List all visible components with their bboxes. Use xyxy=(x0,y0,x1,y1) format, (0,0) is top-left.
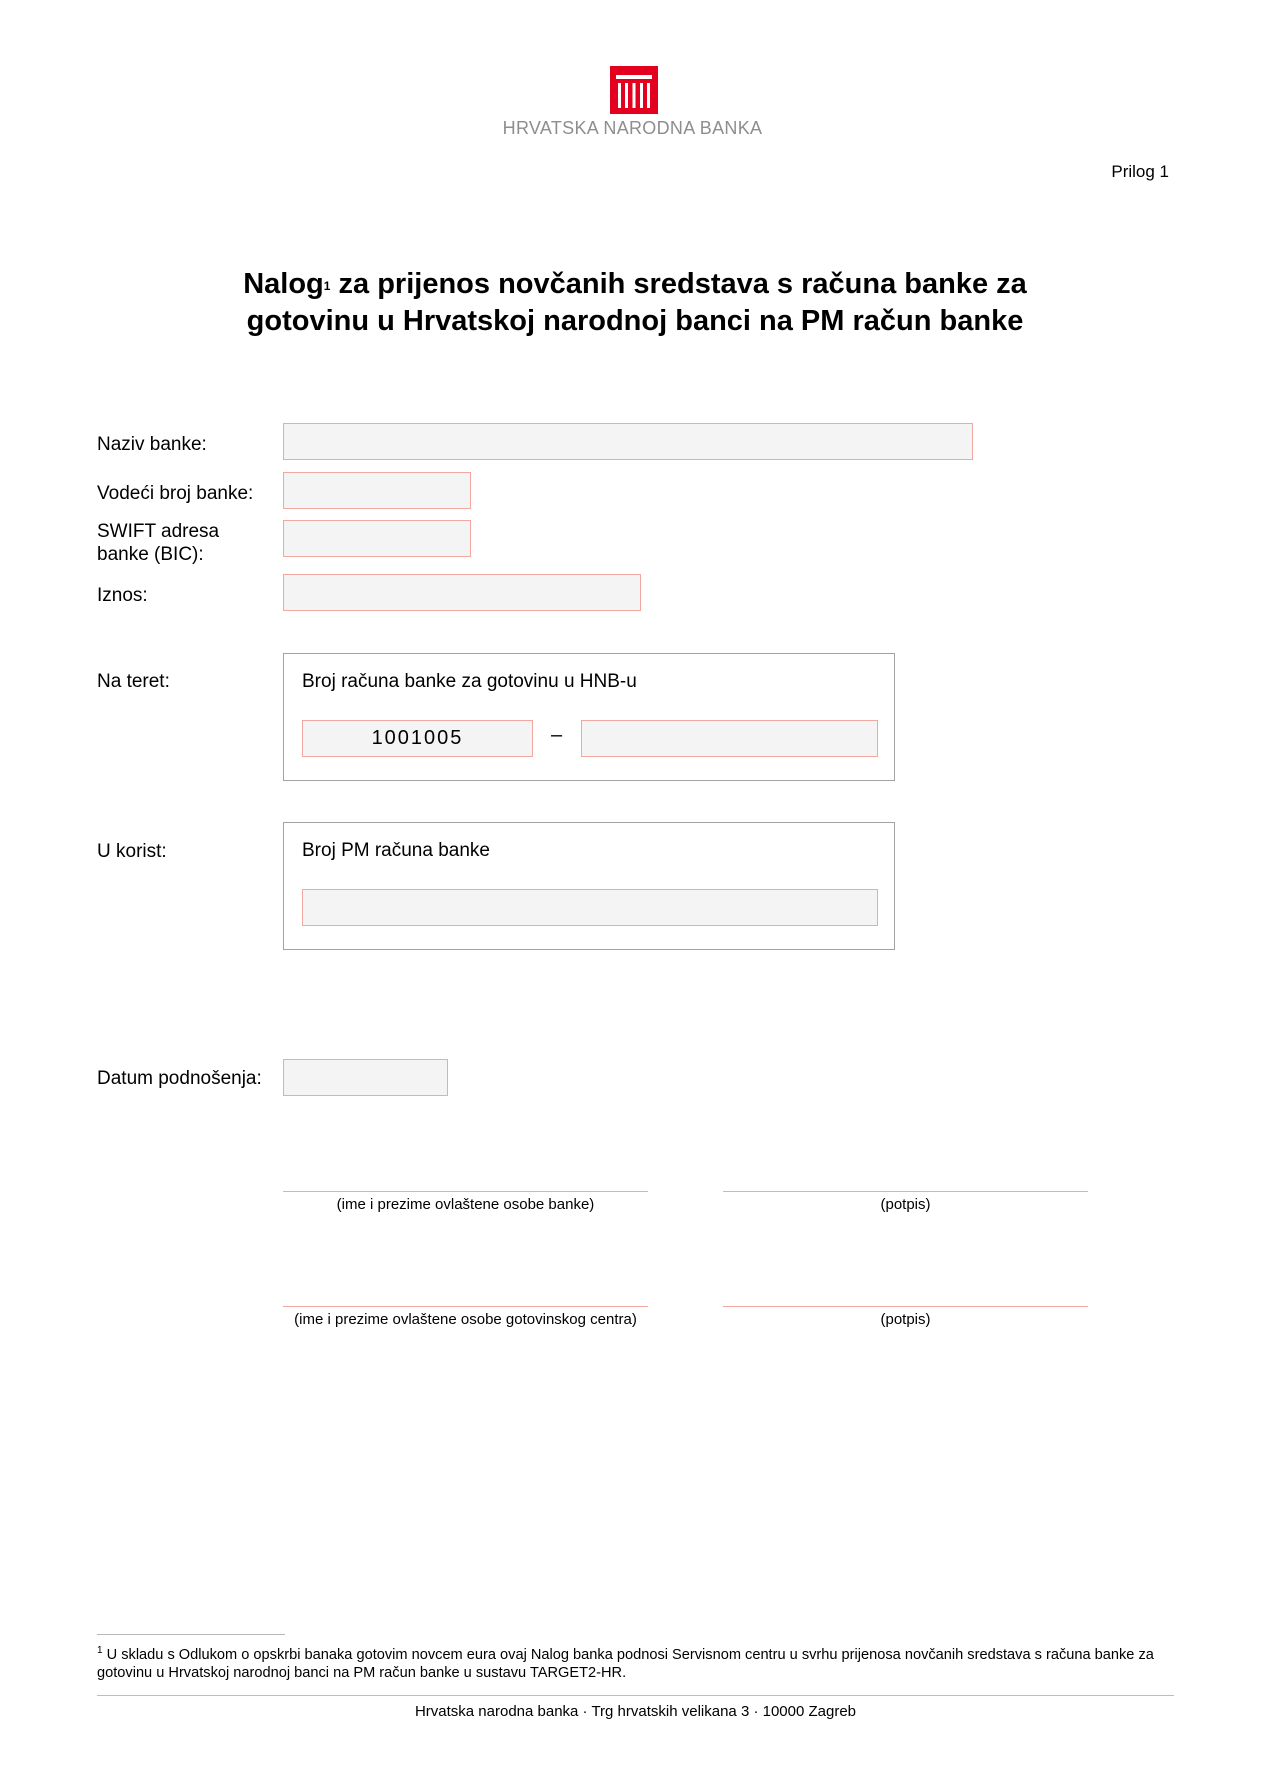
annex-label: Prilog 1 xyxy=(1111,162,1169,181)
bank-name-label: Naziv banke: xyxy=(97,434,207,455)
cash-center-person-caption: (ime i prezime ovlaštene osobe gotovinskog centra) xyxy=(294,1311,637,1328)
date-field[interactable] xyxy=(283,1059,448,1096)
bank-name-field[interactable] xyxy=(283,423,973,460)
footer-address: Hrvatska narodna banka · Trg hrvatskih velikana 3 · 10000 Zagreb xyxy=(414,1703,857,1720)
cash-center-signature-line[interactable] xyxy=(723,1306,1088,1307)
footnote-rule xyxy=(97,1634,285,1635)
cash-center-signature-caption: (potpis) xyxy=(880,1311,931,1328)
swift-field[interactable] xyxy=(283,520,471,557)
date-label: Datum podnošenja: xyxy=(97,1068,262,1089)
bank-signature-caption: (potpis) xyxy=(880,1196,931,1213)
swift-label xyxy=(97,520,219,566)
bank-code-field[interactable] xyxy=(283,472,471,509)
bank-code-label: Vodeći broj banke: xyxy=(97,483,254,504)
title-word: Nalog xyxy=(243,268,324,300)
amount-field[interactable] xyxy=(283,574,641,611)
amount-label: Iznos: xyxy=(97,585,148,606)
swift-label-line2: banke (BIC): xyxy=(97,544,204,565)
credit-group-title: Broj PM računa banke xyxy=(302,840,490,861)
debit-account-group xyxy=(283,653,895,781)
credit-account-field[interactable] xyxy=(302,889,878,926)
debit-account-suffix[interactable] xyxy=(581,720,878,757)
cash-center-person-line[interactable] xyxy=(283,1306,648,1307)
title-footnote-mark: 1 xyxy=(323,279,331,293)
footnote-text: U skladu s Odlukom o opskrbi banaka gotovim novcem eura ovaj Nalog banka podnosi Servisnom centru u svrhu prijenosa novčanih sredstava s računa banke za gotovinu u Hrvatskoj narodnoj banci na PM račun banke u sustavu TARGET2-HR. xyxy=(97,1646,1154,1681)
account-separator: – xyxy=(551,724,563,746)
bank-signature-line[interactable] xyxy=(723,1191,1088,1192)
swift-label-line1: SWIFT adresa xyxy=(97,521,220,542)
bank-person-caption: (ime i prezime ovlaštene osobe banke) xyxy=(336,1196,595,1213)
credit-account-group xyxy=(283,822,895,950)
debit-label: Na teret: xyxy=(97,671,170,692)
footer-rule xyxy=(97,1695,1174,1696)
debit-group-title: Broj računa banke za gotovinu u HNB-u xyxy=(302,671,637,692)
debit-account-prefix[interactable]: 1001005 xyxy=(302,720,533,757)
title-line1: za prijenos novčanih sredstava s računa banke za xyxy=(338,268,1027,300)
bank-person-line[interactable] xyxy=(283,1191,648,1192)
page-title xyxy=(130,266,1140,340)
title-line2: gotovinu u Hrvatskoj narodnoj banci na PM račun banke xyxy=(246,305,1024,337)
footnote-mark: 1 xyxy=(97,1645,103,1656)
logo-text: HRVATSKA NARODNA BANKA xyxy=(502,118,763,138)
hnb-logo-icon xyxy=(610,66,658,114)
footnote xyxy=(97,1642,1172,1682)
credit-label: U korist: xyxy=(97,841,167,862)
